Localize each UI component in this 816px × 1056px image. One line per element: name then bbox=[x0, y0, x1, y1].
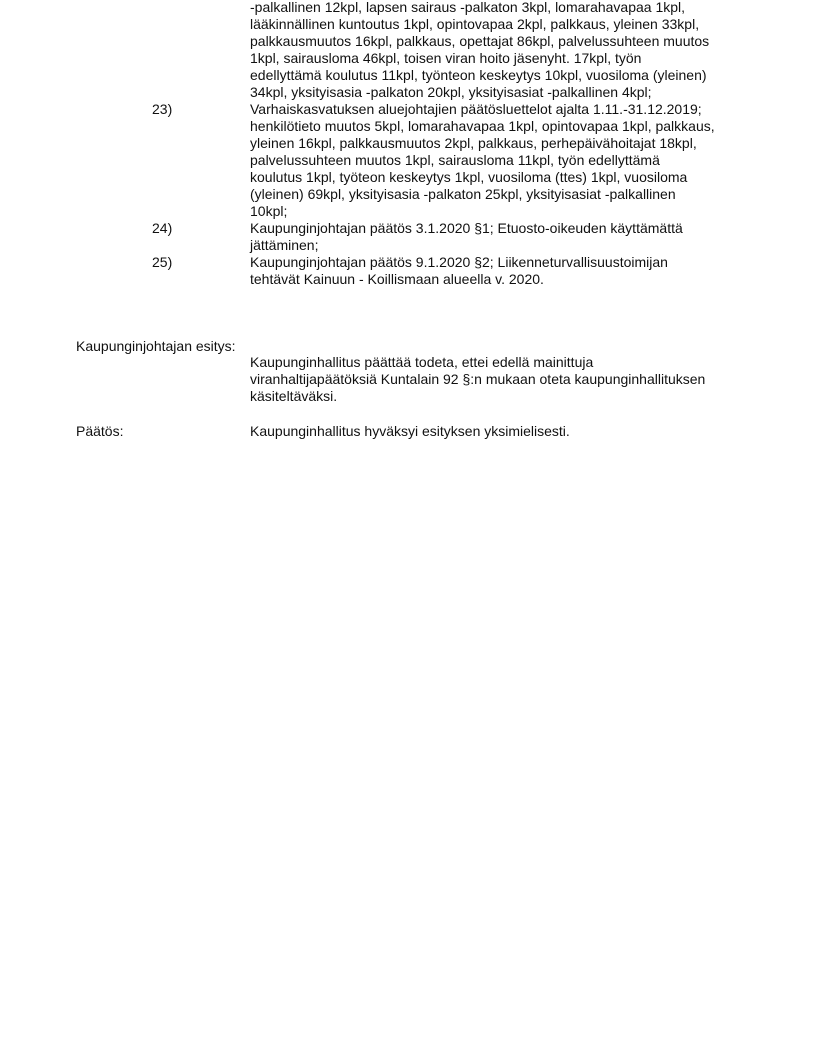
text-line: henkilötieto muutos 5kpl, lomarahavapaa 1kpl, opintovapaa 1kpl, palkkaus, bbox=[250, 118, 715, 134]
resolution-label: Päätös: bbox=[76, 423, 124, 439]
proposal-text bbox=[250, 354, 750, 405]
text-line: lääkinnällinen kuntoutus 1kpl, opintovapaa 2kpl, palkkaus, yleinen 33kpl, bbox=[250, 16, 700, 32]
text-line: edellyttämä koulutus 11kpl, työnteon keskeytys 10kpl, vuosiloma (yleinen) bbox=[250, 67, 707, 83]
text-line: yleinen 16kpl, palkkausmuutos 2kpl, palkkaus, perhepäivähoitajat 18kpl, bbox=[250, 135, 697, 151]
item-text bbox=[250, 101, 750, 220]
text-line: Kaupunginhallitus päättää todeta, ettei edellä mainittuja bbox=[250, 354, 594, 370]
text-line: viranhaltijapäätöksiä Kuntalain 92 §:n mukaan oteta kaupunginhallituksen bbox=[250, 371, 706, 387]
text-line: tehtävät Kainuun - Koillismaan alueella v. 2020. bbox=[250, 271, 544, 287]
text-line: palvelussuhteen muutos 1kpl, sairausloma 11kpl, työn edellyttämä bbox=[250, 152, 660, 168]
item-number: 24) bbox=[152, 220, 173, 236]
item-number: 23) bbox=[152, 101, 173, 117]
text-line: (yleinen) 69kpl, yksityisasia -palkaton 25kpl, yksityisasiat -palkallinen bbox=[250, 186, 676, 202]
text-line: Kaupunginjohtajan päätös 9.1.2020 §2; Liikenneturvallisuustoimijan bbox=[250, 254, 668, 270]
text-line: Kaupunginjohtajan päätös 3.1.2020 §1; Etuosto-oikeuden käyttämättä bbox=[250, 220, 683, 236]
item-22-continuation bbox=[250, 0, 750, 101]
item-text bbox=[250, 254, 750, 288]
item-number: 25) bbox=[152, 254, 173, 270]
text-line: käsiteltäväksi. bbox=[250, 388, 338, 404]
proposal-label: Kaupunginjohtajan esitys: bbox=[76, 338, 236, 354]
resolution-text: Kaupunginhallitus hyväksyi esityksen yksimielisesti. bbox=[250, 423, 570, 439]
text-line: 1kpl, sairausloma 46kpl, toisen viran hoito jäsenyht. 17kpl, työn bbox=[250, 50, 642, 66]
text-line: 10kpl; bbox=[250, 203, 288, 219]
text-line: -palkallinen 12kpl, lapsen sairaus -palkaton 3kpl, lomarahavapaa 1kpl, bbox=[250, 0, 686, 15]
text-line: koulutus 1kpl, työteon keskeytys 1kpl, vuosiloma (ttes) 1kpl, vuosiloma bbox=[250, 169, 688, 185]
text-line: palkkausmuutos 16kpl, palkkaus, opettajat 86kpl, palvelussuhteen muutos bbox=[250, 33, 710, 49]
text-line: jättäminen; bbox=[250, 237, 319, 253]
text-line: 34kpl, yksityisasia -palkaton 20kpl, yksityisasiat -palkallinen 4kpl; bbox=[250, 84, 652, 100]
text-line: Varhaiskasvatuksen aluejohtajien päätösluettelot ajalta 1.11.-31.12.2019; bbox=[250, 101, 702, 117]
item-text bbox=[250, 220, 750, 254]
